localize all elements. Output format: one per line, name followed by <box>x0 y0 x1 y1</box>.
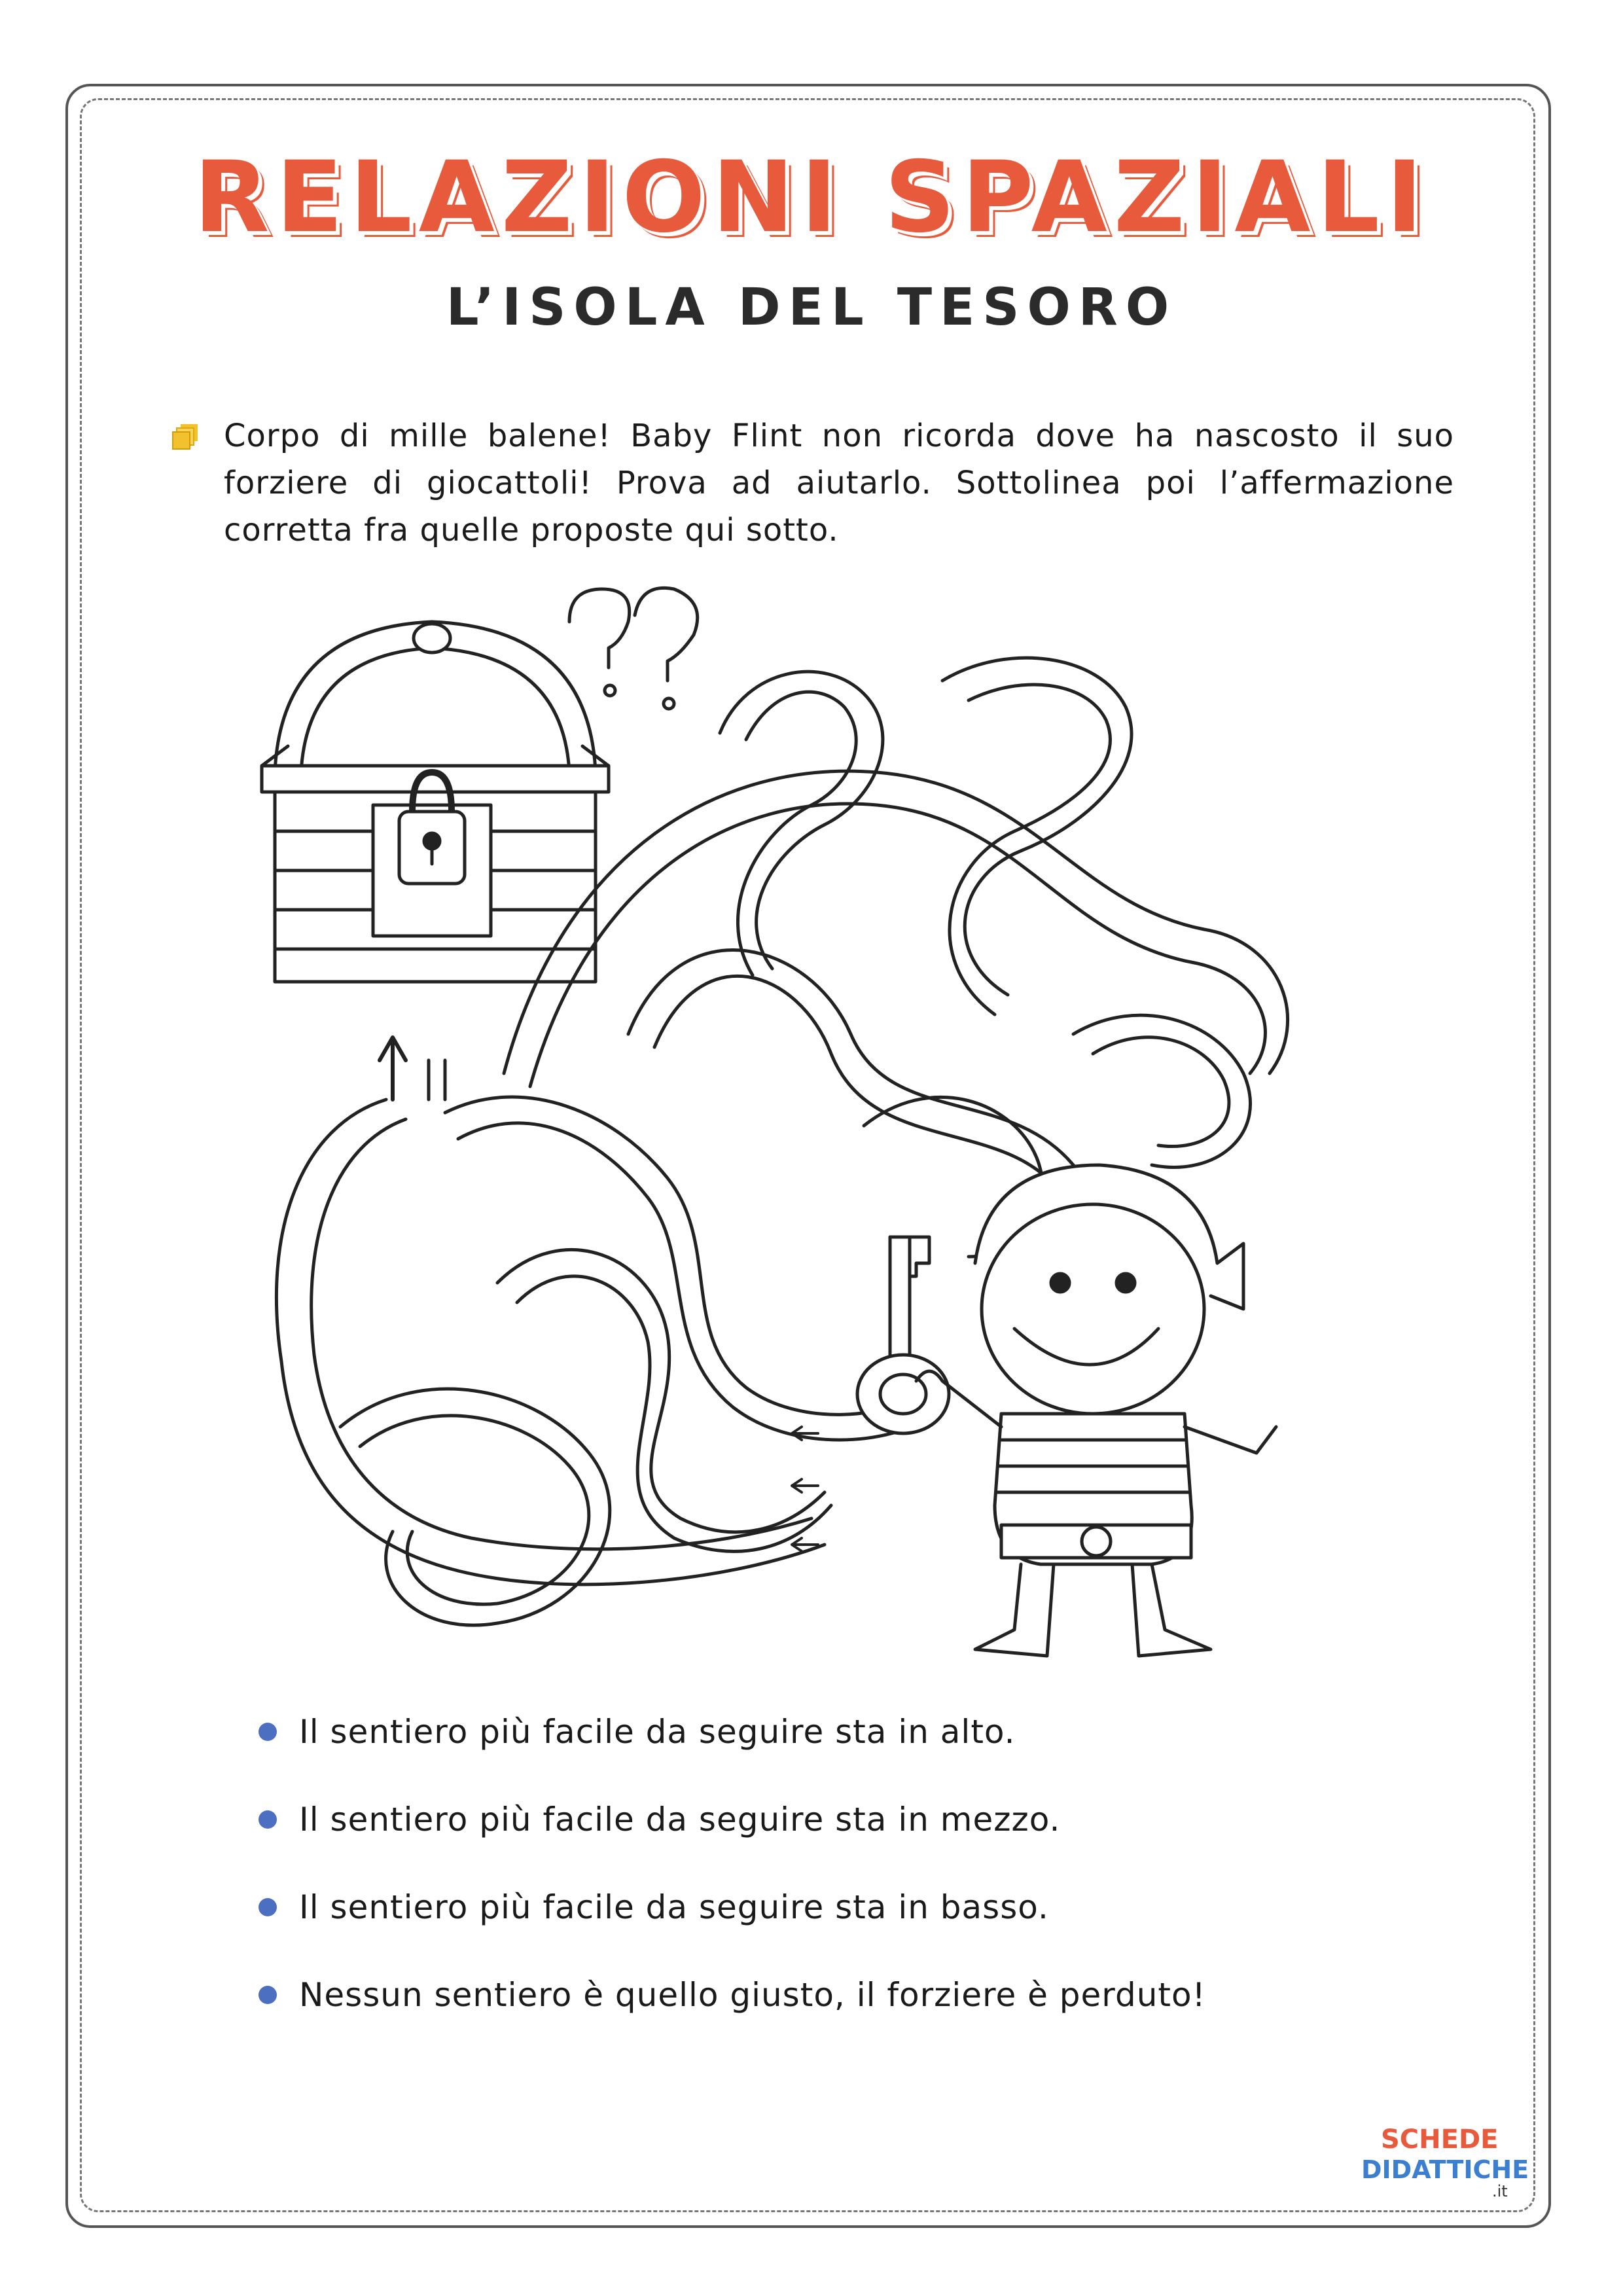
page-title: RELAZIONI SPAZIALI <box>194 141 1429 255</box>
sticky-notes-icon <box>171 422 200 450</box>
treasure-chest-icon <box>262 622 609 982</box>
dot-icon <box>259 1810 277 1829</box>
dot-icon <box>259 1723 277 1741</box>
answer-option[interactable] <box>259 1708 1502 1796</box>
answer-option-text: Il sentiero più facile da seguire sta in alto. <box>299 1713 1016 1751</box>
schede-didattiche-logo <box>1361 2114 1531 2199</box>
answer-option[interactable] <box>259 1884 1502 1971</box>
dot-icon <box>259 1986 277 2004</box>
pirate-child-illustration <box>916 1165 1276 1656</box>
page-subtitle: L’ISOLA DEL TESORO <box>446 278 1177 337</box>
answer-option[interactable] <box>259 1796 1502 1884</box>
logo-line2: DIDATTICHE <box>1361 2155 1529 2184</box>
answer-option-text: Il sentiero più facile da seguire sta in mezzo. <box>299 1801 1061 1839</box>
key-icon <box>857 1237 949 1433</box>
maze-illustration <box>223 576 1335 1689</box>
answer-option-text: Nessun sentiero è quello giusto, il forziere è perduto! <box>299 1976 1206 2014</box>
dot-icon <box>259 1898 277 1916</box>
logo-suffix: .it <box>1492 2182 1508 2199</box>
answer-option[interactable] <box>259 1971 1502 2059</box>
instructions-text: Corpo di mille balene! Baby Flint non ricorda dove ha nascosto il suo forziere di giocattoli! Prova ad aiutarlo. Sottolinea poi l’affermazione corretta fra quelle proposte qui sotto. <box>224 418 1454 548</box>
logo-line1: SCHEDE <box>1381 2125 1499 2155</box>
answer-options <box>259 1708 1502 2059</box>
answer-option-text: Il sentiero più facile da seguire sta in basso. <box>299 1888 1049 1926</box>
